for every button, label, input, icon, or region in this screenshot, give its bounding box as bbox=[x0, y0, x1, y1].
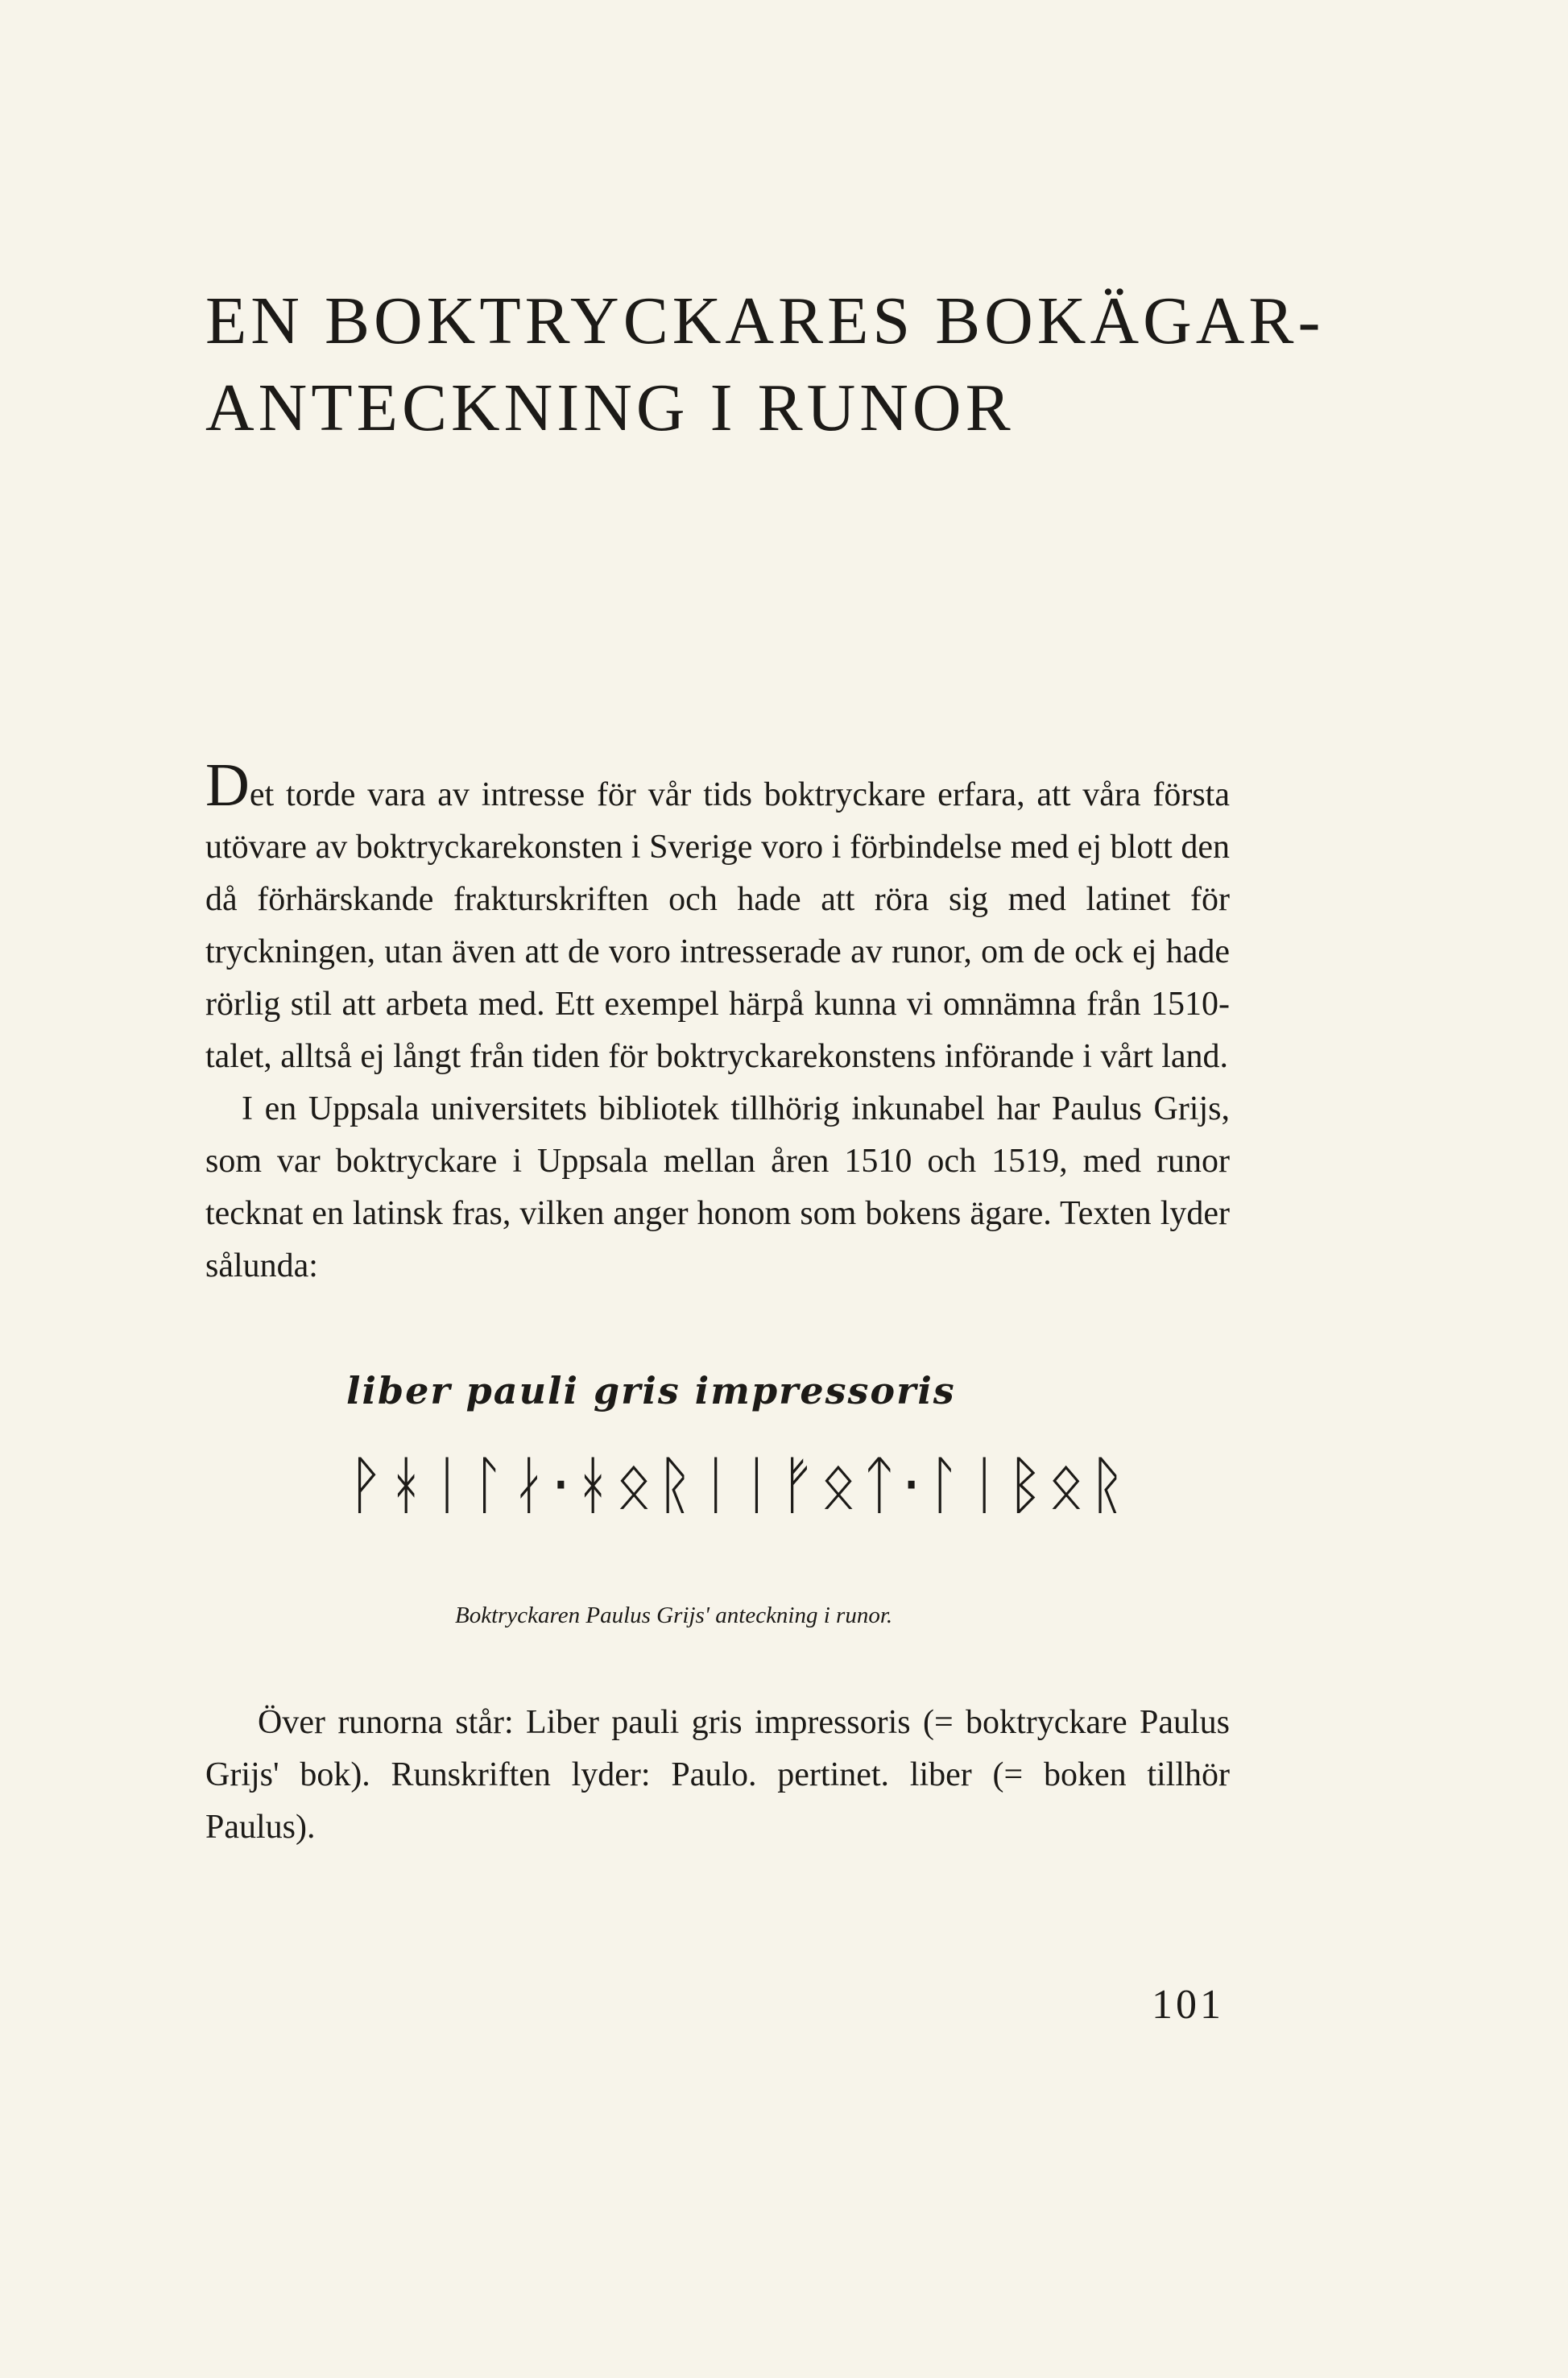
paragraph-1 bbox=[205, 751, 1230, 1083]
handwritten-latin-line: liber pauli gris impressoris bbox=[346, 1369, 956, 1412]
rune-line: ᚹᚼᛁᛚᛅ·ᚼᛟᚱᛁᛁᚠᛟᛏ·ᛚᛁᛒᛟᚱ bbox=[346, 1450, 1129, 1522]
page-number: 101 bbox=[1152, 1982, 1224, 2028]
figure-caption: Boktryckaren Paulus Grijs' anteckning i runor. bbox=[455, 1603, 893, 1628]
drop-cap: D bbox=[205, 751, 250, 819]
paragraph-2: I en Uppsala universitets bibliotek tillhörig inkunabel har Paulus Grijs, som var boktryckare i Uppsala mellan åren 1510 och 1519, med runor tecknat en latinsk fras, vilken anger honom som bokens ägare. Texten lyder sålunda: bbox=[205, 1090, 1230, 1284]
paragraph-3: Över runorna står: Liber pauli gris impressoris (= boktryckare Paulus Grijs' bok). Runskriften lyder: Paulo. pertinet. liber (= boken tillhör Paulus). bbox=[205, 1704, 1230, 1846]
chapter-title-line-2: ANTECKNING I RUNOR bbox=[205, 370, 1015, 445]
body-text bbox=[205, 751, 1230, 1292]
chapter-title-line-1: EN BOKTRYCKARES BOKÄGAR- bbox=[205, 283, 1325, 358]
runic-inscription-figure bbox=[346, 1369, 1152, 1538]
body-text-continued bbox=[205, 1697, 1230, 1854]
chapter-title bbox=[205, 278, 1373, 452]
paragraph-1-text: et torde vara av intresse för vår tids boktryckare erfara, att våra första utövare av boktryckarekonsten i Sverige voro i förbindelse med ej blott den då förhärskande frakturskriften och hade att röra sig med latinet för tryckningen, utan även att de voro intresserade av runor, om de ock ej hade rörlig stil att arbeta med. Ett exempel härpå kunna vi omnämna från 1510-talet, alltså ej långt från tiden för boktryckarekonstens införande i vårt land. bbox=[205, 776, 1230, 1075]
